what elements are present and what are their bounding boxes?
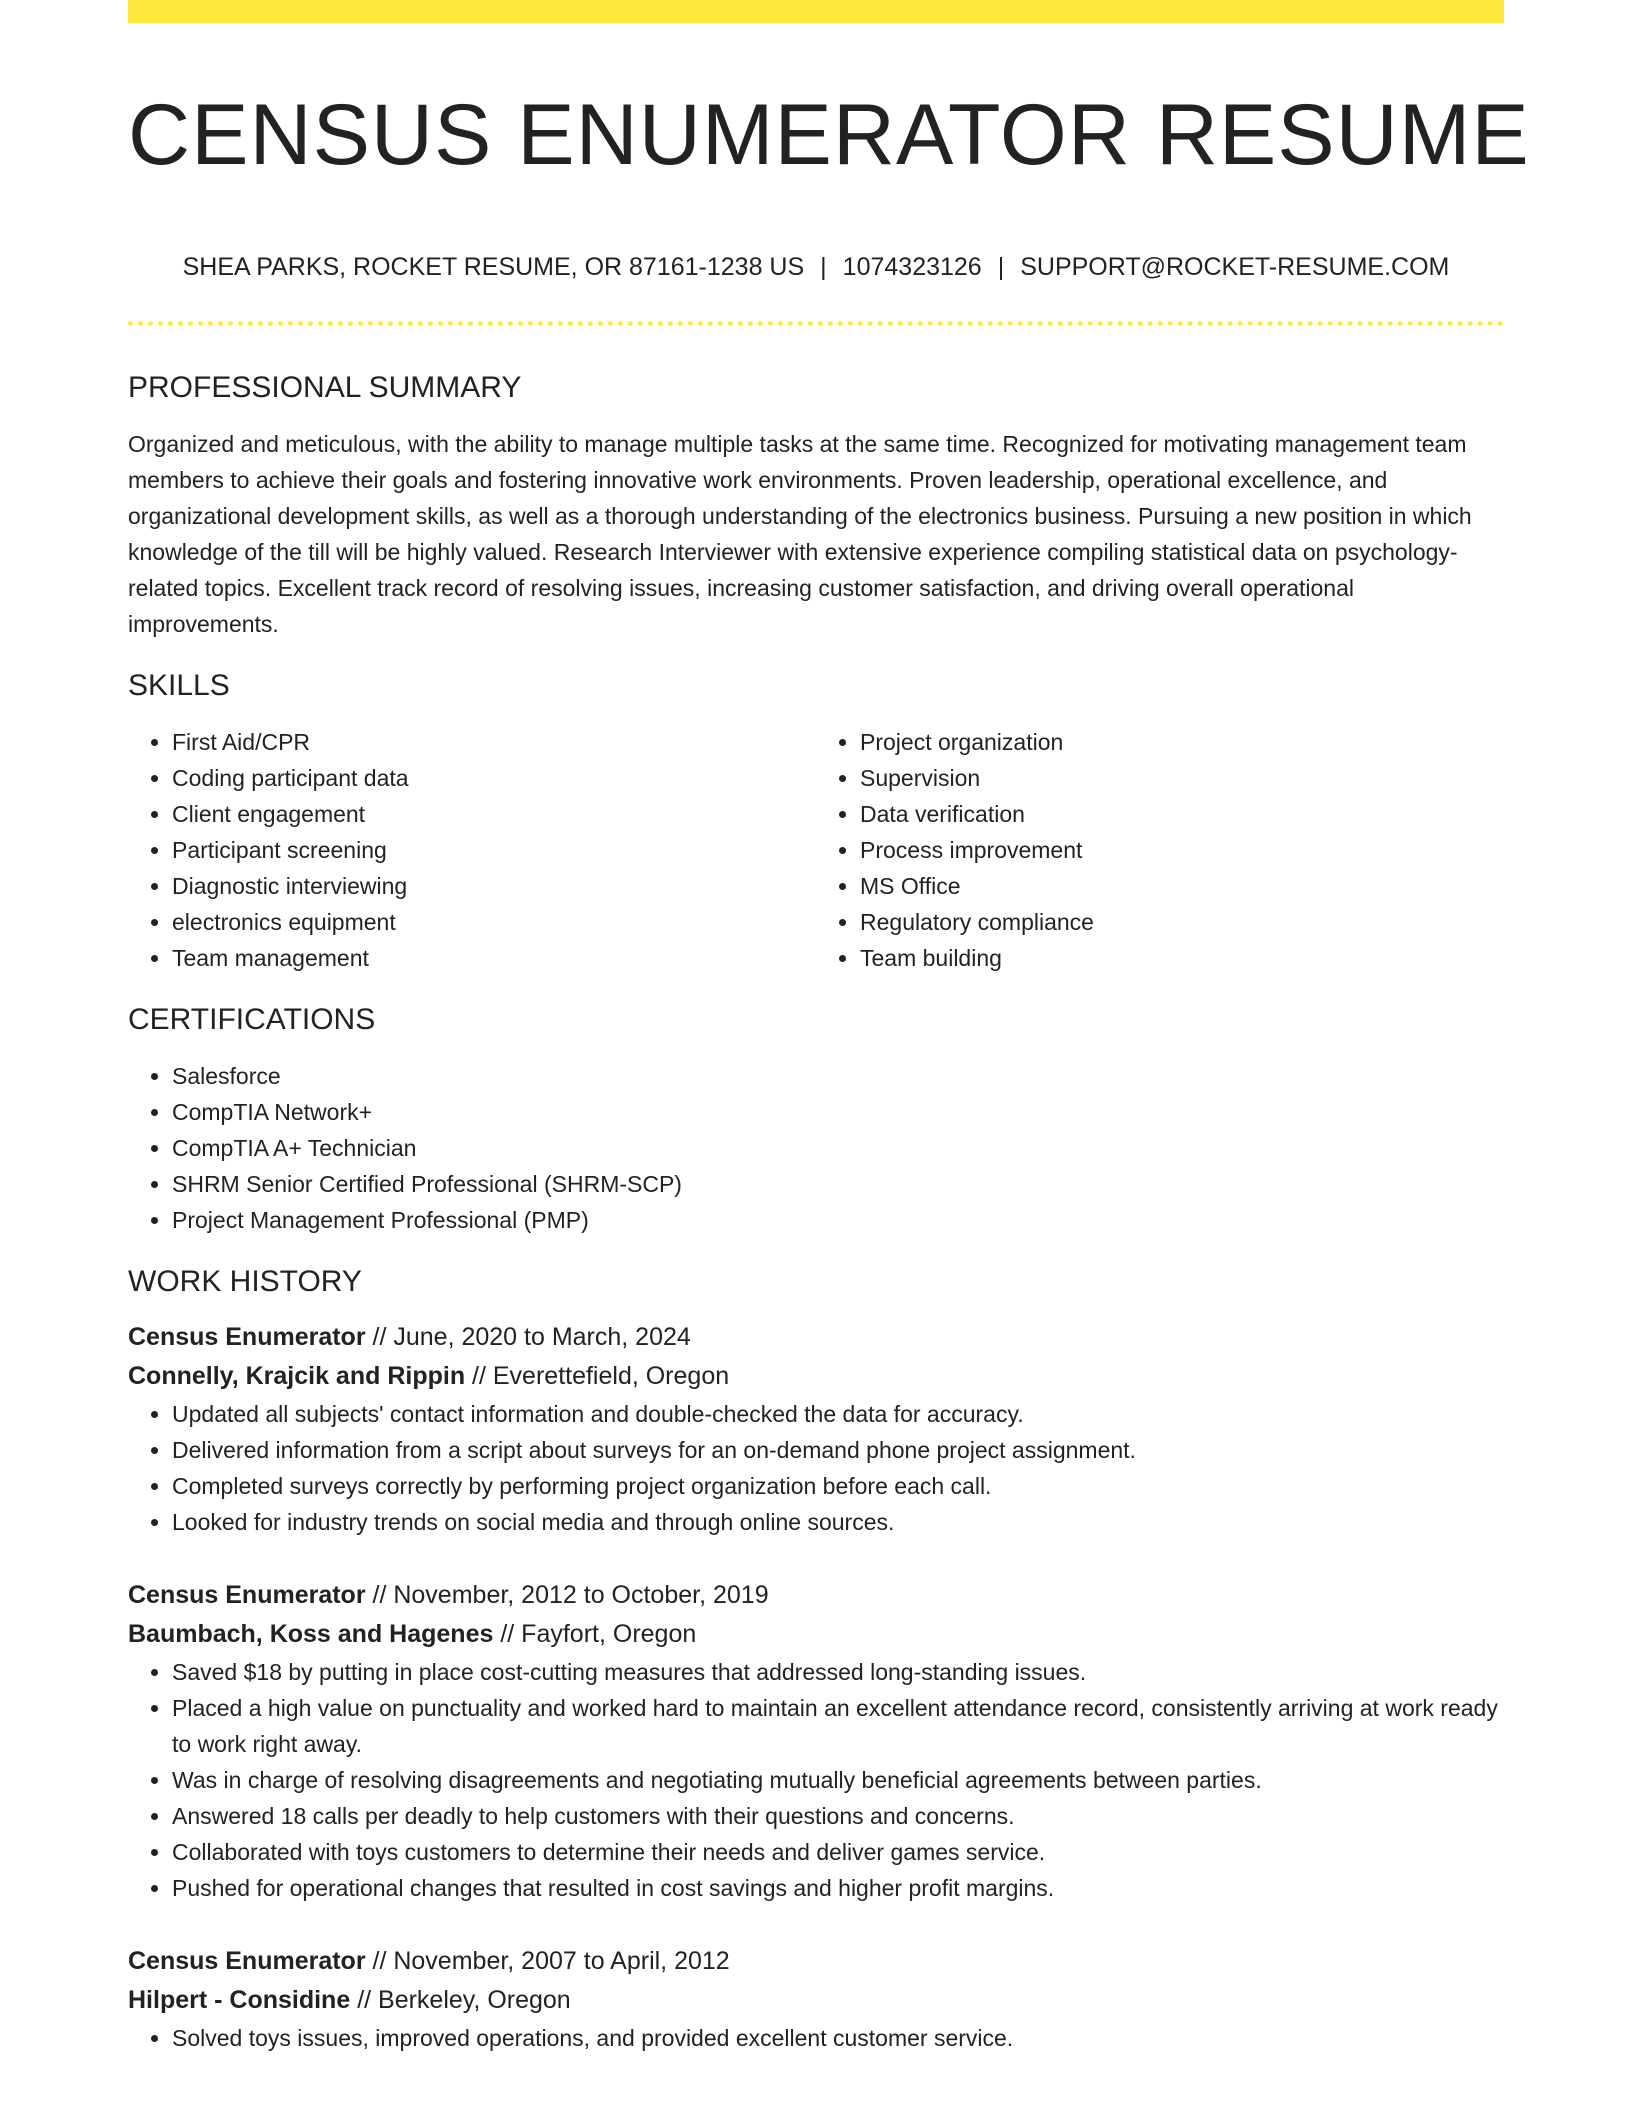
skill-item: • Process improvement xyxy=(860,832,1504,868)
job-bullets xyxy=(128,2020,1504,2056)
job-entry xyxy=(128,1318,1504,1540)
resume-page xyxy=(128,0,1530,2084)
resume-title: CENSUS ENUMERATOR RESUME xyxy=(128,87,1530,183)
skill-item: • electronics equipment xyxy=(172,904,816,940)
skill-item: • Diagnostic interviewing xyxy=(172,868,816,904)
section-heading-certifications: CERTIFICATIONS xyxy=(128,1003,376,1036)
section-heading-summary: PROFESSIONAL SUMMARY xyxy=(128,371,522,404)
job-entry xyxy=(128,1942,1504,2056)
certification-item: • SHRM Senior Certified Professional (SHRM-SCP) xyxy=(172,1166,1504,1202)
job-location: // Berkeley, Oregon xyxy=(357,1986,571,2014)
contact-separator: | xyxy=(820,253,827,281)
header-divider xyxy=(128,321,1504,326)
job-company: Baumbach, Koss and Hagenes xyxy=(128,1620,494,1648)
job-bullet: • Delivered information from a script about surveys for an on-demand phone project assignment. xyxy=(172,1432,1504,1468)
certifications-section xyxy=(128,1000,1504,1238)
contact-line xyxy=(128,251,1504,283)
job-bullets xyxy=(128,1654,1504,1906)
contact-address: SHEA PARKS, ROCKET RESUME, OR 87161-1238 US xyxy=(182,253,805,281)
skills-list-right xyxy=(816,724,1504,976)
job-dates: // June, 2020 to March, 2024 xyxy=(372,1323,691,1351)
certification-item: • CompTIA Network+ xyxy=(172,1094,1504,1130)
job-company: Hilpert - Considine xyxy=(128,1986,351,2014)
top-accent-bar xyxy=(128,0,1504,23)
skill-item: • Supervision xyxy=(860,760,1504,796)
job-title-line xyxy=(128,1942,1504,1981)
job-dates: // November, 2007 to April, 2012 xyxy=(372,1947,730,1975)
skill-item: • Client engagement xyxy=(172,796,816,832)
job-bullet: • Solved toys issues, improved operations, and provided excellent customer service. xyxy=(172,2020,1504,2056)
skill-item: • Data verification xyxy=(860,796,1504,832)
job-title-line xyxy=(128,1318,1504,1357)
skills-columns xyxy=(128,724,1504,976)
certification-item: • Salesforce xyxy=(172,1058,1504,1094)
job-bullet: • Updated all subjects' contact information and double-checked the data for accuracy. xyxy=(172,1396,1504,1432)
job-company-line xyxy=(128,1615,1504,1654)
job-bullet: • Collaborated with toys customers to determine their needs and deliver games service. xyxy=(172,1834,1504,1870)
contact-email: SUPPORT@ROCKET-RESUME.COM xyxy=(1020,253,1450,281)
job-company: Connelly, Krajcik and Rippin xyxy=(128,1362,466,1390)
section-heading-work-history: WORK HISTORY xyxy=(128,1265,362,1298)
certification-item: • Project Management Professional (PMP) xyxy=(172,1202,1504,1238)
skills-section xyxy=(128,666,1504,976)
certifications-list xyxy=(128,1058,1504,1238)
job-bullet: • Pushed for operational changes that resulted in cost savings and higher profit margins. xyxy=(172,1870,1504,1906)
skill-item: • Team management xyxy=(172,940,816,976)
job-bullet: • Looked for industry trends on social media and through online sources. xyxy=(172,1504,1504,1540)
skill-item: • First Aid/CPR xyxy=(172,724,816,760)
skill-item: • Participant screening xyxy=(172,832,816,868)
job-title: Census Enumerator xyxy=(128,1323,366,1351)
work-history-section xyxy=(128,1262,1504,2056)
skills-list-left xyxy=(128,724,816,976)
contact-separator: | xyxy=(997,253,1005,281)
certification-item: • CompTIA A+ Technician xyxy=(172,1130,1504,1166)
skill-item: • MS Office xyxy=(860,868,1504,904)
job-title: Census Enumerator xyxy=(128,1947,366,1975)
job-bullet: • Placed a high value on punctuality and worked hard to maintain an excellent attendance record, consistently arriving at work ready to work right away. xyxy=(172,1690,1504,1762)
job-company-line xyxy=(128,1981,1504,2020)
job-entry xyxy=(128,1576,1504,1906)
job-bullet: • Saved $18 by putting in place cost-cutting measures that addressed long-standing issues. xyxy=(172,1654,1504,1690)
job-title-line xyxy=(128,1576,1504,1615)
section-heading-skills: SKILLS xyxy=(128,669,230,702)
job-bullet: • Was in charge of resolving disagreements and negotiating mutually beneficial agreements between parties. xyxy=(172,1762,1504,1798)
skill-item: • Team building xyxy=(860,940,1504,976)
summary-section xyxy=(128,368,1504,642)
skill-item: • Project organization xyxy=(860,724,1504,760)
job-company-line xyxy=(128,1357,1504,1396)
job-title: Census Enumerator xyxy=(128,1581,366,1609)
skill-item: • Coding participant data xyxy=(172,760,816,796)
job-location: // Fayfort, Oregon xyxy=(500,1620,697,1648)
job-location: // Everettefield, Oregon xyxy=(472,1362,730,1390)
skill-item: • Regulatory compliance xyxy=(860,904,1504,940)
job-bullets xyxy=(128,1396,1504,1540)
summary-text: Organized and meticulous, with the ability to manage multiple tasks at the same time. Recognized for motivating management team members to achieve their goals and fostering innovative work environments. Proven leadership, operational excellence, and organizational development skills, as well as a thorough understanding of the electronics business. Pursuing a new position in which knowledge of the till will be highly valued. Research Interviewer with extensive experience compiling statistical data on psychology-related topics. Excellent track record of resolving issues, increasing customer satisfaction, and driving overall operational improvements. xyxy=(128,431,1472,637)
contact-phone: 1074323126 xyxy=(842,253,982,281)
job-bullet: • Completed surveys correctly by performing project organization before each call. xyxy=(172,1468,1504,1504)
job-dates: // November, 2012 to October, 2019 xyxy=(372,1581,769,1609)
job-bullet: • Answered 18 calls per deadly to help customers with their questions and concerns. xyxy=(172,1798,1504,1834)
